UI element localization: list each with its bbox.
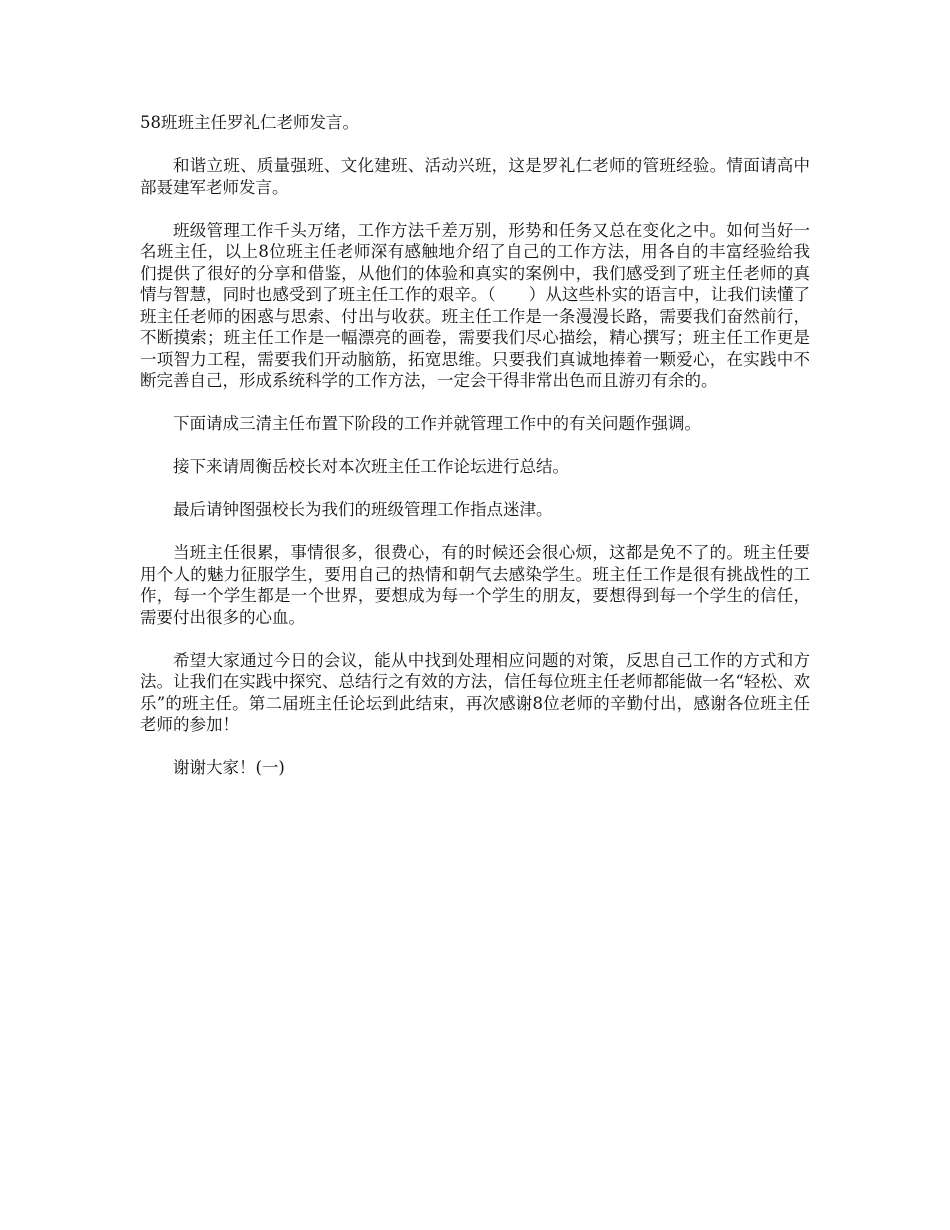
paragraph-closing-remarks: 希望大家通过今日的会议，能从中找到处理相应问题的对策，反思自己工作的方式和方法。让我们在实践中探究、总结行之有效的方法，信任每位班主任老师都能做一名“轻松、欢乐”的班主任。第二届班主任论坛到此结束，再次感谢8位老师的辛勤付出，感谢各位班主任老师的参加！ [140,650,810,734]
document-body [140,112,810,779]
paragraph-thanks: 谢谢大家！(一) [173,758,285,777]
paragraph-speaker-intro: 58班班主任罗礼仁老师发言。 [140,113,359,132]
paragraph-next-speaker-director: 下面请成三清主任布置下阶段的工作并就管理工作中的有关问题作强调。 [173,414,701,433]
paragraph-class-management: 班级管理工作千头万绪，工作方法千差万别，形势和任务又总在变化之中。如何当好一名班主任，以上8位班主任老师深有感触地介绍了自己的工作方法，用各自的丰富经验给我们提供了很好的分享和借鉴，从他们的体验和真实的案例中，我们感受到了班主任老师的真情与智慧，同时也感受到了班主任工作的艰辛。（ ）从这些朴实的语言中，让我们读懂了班主任老师的困惑与思索、付出与收获。班主任工作是一条漫漫长路，需要我们奋然前行，不断摸索；班主任工作是一幅漂亮的画卷，需要我们尽心描绘，精心撰写；班主任工作更是一项智力工程，需要我们开动脑筋，拓宽思维。只要我们真诚地捧着一颗爱心，在实践中不断完善自己，形成系统科学的工作方法，一定会干得非常出色而且游刃有余的。 [140,220,810,390]
paragraph-final-guidance: 最后请钟图强校长为我们的班级管理工作指点迷津。 [173,500,553,519]
paragraph-principal-summary: 接下来请周衡岳校长对本次班主任工作论坛进行总结。 [173,457,569,476]
paragraph-teacher-hardship: 当班主任很累，事情很多，很费心，有的时候还会很心烦，这都是免不了的。班主任要用个人的魅力征服学生，要用自己的热情和朝气去感染学生。班主任工作是很有挑战性的工作，每一个学生都是一个世界，要想成为每一个学生的朋友，要想得到每一个学生的信任，需要付出很多的心血。 [140,543,810,627]
paragraph-experience-summary: 和谐立班、质量强班、文化建班、活动兴班，这是罗礼仁老师的管班经验。情面请高中部聂建军老师发言。 [140,156,810,197]
